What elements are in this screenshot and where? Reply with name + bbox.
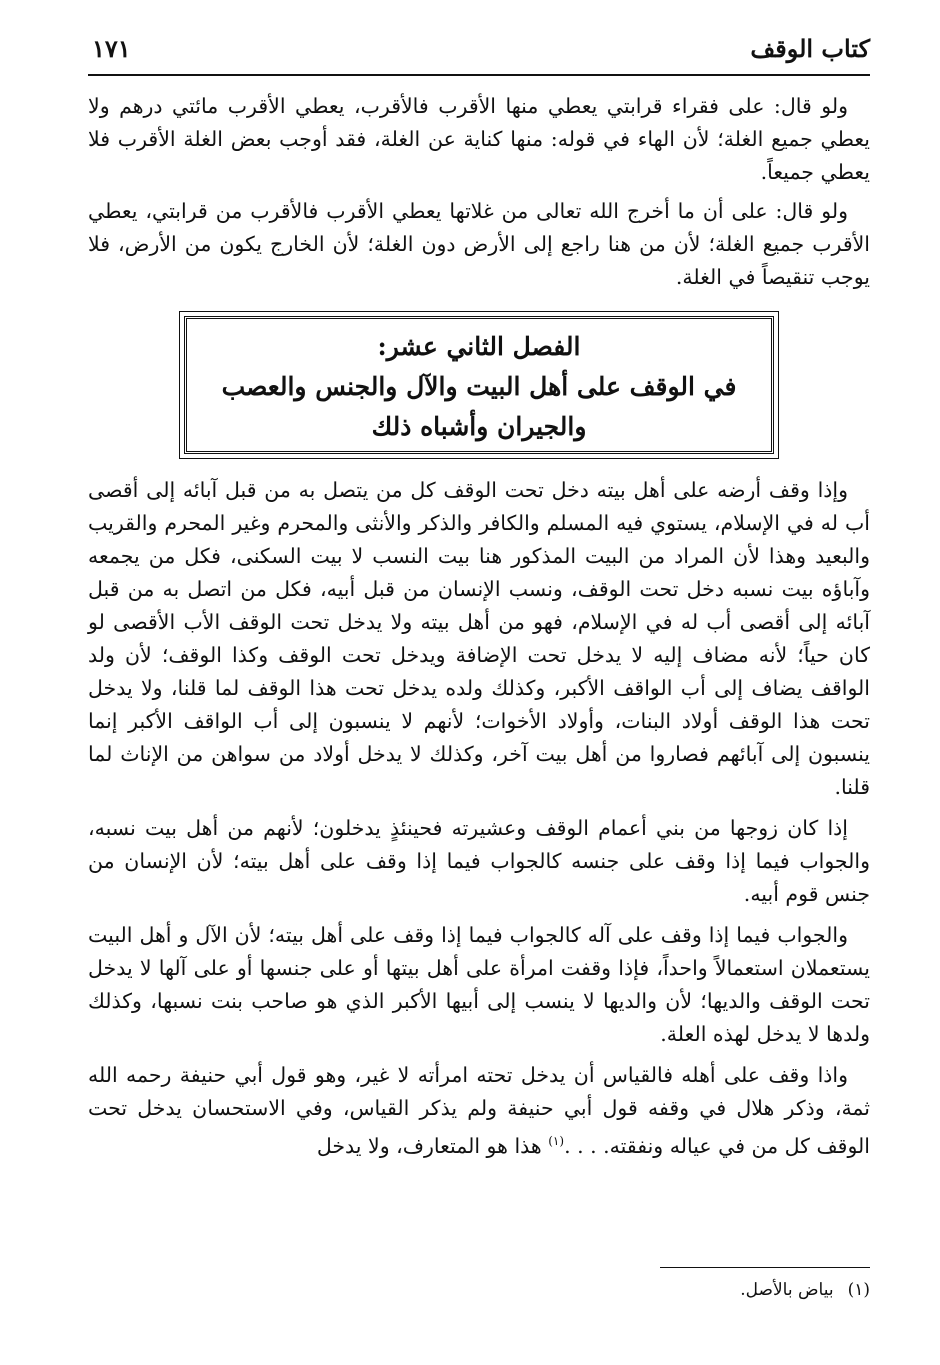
- running-title: كتاب الوقف: [750, 34, 870, 63]
- book-page: [88, 30, 870, 1350]
- paragraph: ولو قال: على أن ما أخرج الله تعالى من غلاتها يعطي الأقرب فالأقرب من قرابتي، يعطي الأقرب جميع الغلة؛ لأن من هنا راجع إلى الأرض دون الغلة؛ لأن الخارج يكون من الأرض، فلا يوجب تنقيصاً في الغلة.: [88, 199, 870, 289]
- footnote-number: (١): [847, 1280, 870, 1300]
- page-header: [88, 30, 870, 76]
- paragraph-text: واذا وقف على أهله فالقياس أن يدخل تحته امرأته لا غير، وهو قول أبي حنيفة رحمه الله ثمة، وذكر هلال في وقفه قول أبي حنيفة ولم يذكر القياس، وفي الاستحسان يدخل تحت الوقف كل من في عياله ونفقته. . . .: [88, 1063, 870, 1158]
- chapter-heading-box: [184, 316, 774, 454]
- paragraph: وإذا وقف أرضه على أهل بيته دخل تحت الوقف كل من يتصل به من قبل آبائه إلى أقصى أب له في الإسلام، يستوي فيه المسلم والكافر والذكر والأنثى والمحرم وغير المحرم والقريب والبعيد وهذا لأن المراد من البيت المذكور هنا بيت النسب لا بيت السكنى، فكل من يجمعه وآباؤه بيت نسبه دخل تحت الوقف، ونسب الإنسان من قبل أبيه، فكل من اتصل به من قبل آبائه إلى أقصى أب له في الإسلام، فهو من أهل بيته ولا يدخل تحت الوقف الأب الأقصى لو كان حياً؛ لأنه مضاف إليه لا يدخل تحت الإضافة ويدخل تحت الوقف وكذا الوقف؛ لأن ولد الواقف يضاف إلى أب الواقف الأكبر، وكذلك ولده يدخل تحت هذا الوقف لما قلنا، ولا يدخل تحت هذا الوقف أولاد البنات، وأولاد الأخوات؛ لأنهم لا ينسبون إلى أب الواقف الأكبر إنما ينسبون إلى آبائهم فصاروا من أهل بيت آخر، وكذلك لا يدخل أولاد من سواهن من الإناث لما قلنا.: [88, 478, 870, 799]
- paragraph: ولو قال: على فقراء قرابتي يعطي منها الأقرب فالأقرب، يعطي الأقرب مائتي درهم ولا يعطي جميع الغلة؛ لأن الهاء في قوله: منها كناية عن الغلة، فقد أوجب بعض الغلة الأقرب فلا يعطي جميعاً.: [88, 94, 870, 184]
- footnote-text: بياض بالأصل.: [740, 1280, 834, 1300]
- chapter-title-line: في الوقف على أهل البيت والآل والجنس والعصب: [221, 372, 737, 401]
- paragraph: [88, 1059, 870, 1163]
- paragraph: والجواب فيما إذا وقف على آله كالجواب فيما إذا وقف على أهل بيته؛ لأن الآل و أهل البيت يستعملان استعمالاً واحداً، فإذا وقفت امرأة على أهل بيتها أو على جنسها أو على آلها لا يدخل تحت الوقف والديها؛ لأن والديها لا ينسب إلى أبيها الأكبر الذي هو صاحب بنت نسبها، وكذلك ولدها لا يدخل لهذه العلة.: [88, 923, 870, 1046]
- footnote-divider: [660, 1267, 870, 1268]
- footnote-marker[interactable]: (١): [548, 1134, 565, 1148]
- paragraph-text: هذا هو المتعارف، ولا يدخل: [316, 1133, 549, 1158]
- chapter-title-line: والجيران وأشباه ذلك: [371, 412, 587, 441]
- footnote: [740, 1280, 870, 1300]
- paragraph: إذا كان زوجها من بني أعمام الوقف وعشيرته فحينئذٍ يدخلون؛ لأنهم من أهل بيت نسبه، والجواب فيما إذا وقف على جنسه كالجواب فيما إذا وقف على أهل بيته؛ لأن الإنسان من جنس قوم أبيه.: [88, 816, 870, 906]
- chapter-number: الفصل الثاني عشر:: [377, 332, 581, 361]
- page-number: ١٧١: [92, 34, 131, 63]
